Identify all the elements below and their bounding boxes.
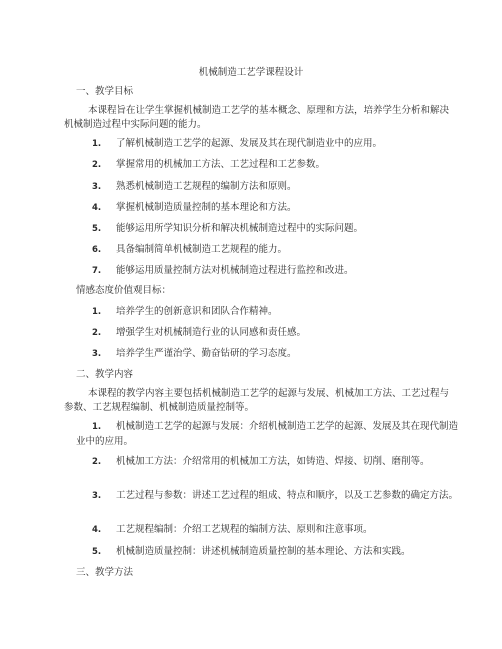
item-number: 1. — [92, 307, 102, 317]
item-number: 5. — [92, 547, 102, 557]
section-heading-content: 二、教学内容 — [76, 369, 134, 380]
content-item — [76, 545, 464, 560]
item-text: 培养学生的创新意识和团队合作精神。 — [116, 306, 278, 317]
item-number: 4. — [92, 203, 102, 213]
item-number: 3. — [92, 182, 102, 192]
attitude-item — [92, 326, 452, 341]
item-number: 2. — [92, 328, 102, 338]
item-text: 能够运用所学知识分析和解决机械制造过程中的实际问题。 — [116, 223, 364, 234]
item-text: 掌握常用的机械加工方法、工艺过程和工艺参数。 — [116, 159, 326, 170]
objective-item — [92, 180, 452, 195]
item-text: 工艺过程与参数：讲述工艺过程的组成、特点和顺序，以及工艺参数的确定方法。 — [116, 490, 459, 501]
item-number: 2. — [92, 457, 102, 467]
item-text: 增强学生对机械制造行业的认同感和责任感。 — [116, 327, 307, 338]
item-text: 熟悉机械制造工艺规程的编制方法和原则。 — [116, 181, 297, 192]
objective-item — [92, 243, 452, 258]
item-number: 6. — [92, 245, 102, 255]
objective-item — [92, 201, 452, 216]
item-text: 机械加工方法：介绍常用的机械加工方法，如铸造、焊接、切削、磨削等。 — [116, 456, 430, 467]
attitude-heading: 情感态度价值观目标： — [76, 285, 172, 296]
content-item — [76, 420, 464, 448]
content-item — [76, 455, 464, 470]
item-number: 7. — [92, 266, 102, 276]
item-text: 了解机械制造工艺学的起源、发展及其在现代制造业中的应用。 — [116, 138, 383, 149]
item-number: 5. — [92, 224, 102, 234]
item-number: 1. — [92, 139, 102, 149]
item-number: 3. — [92, 491, 102, 501]
item-text: 工艺规程编制：介绍工艺规程的编制方法、原则和注意事项。 — [116, 524, 373, 535]
section-heading-objectives: 一、教学目标 — [76, 86, 134, 97]
item-text: 机械制造工艺学的起源与发展：介绍机械制造工艺学的起源、发展及其在现代制造业中的应用。 — [76, 421, 459, 447]
item-text: 机械制造质量控制：讲述机械制造质量控制的基本理论、方法和实践。 — [116, 546, 411, 557]
objective-item — [92, 158, 452, 173]
item-number: 3. — [92, 349, 102, 359]
attitude-item — [92, 305, 452, 320]
content-intro-paragraph: 本课程的教学内容主要包括机械制造工艺学的起源与发展、机械加工方法、工艺过程与参数、工艺规程编制、机械制造质量控制等。 — [64, 388, 450, 413]
objectives-intro-paragraph: 本课程旨在让学生掌握机械制造工艺学的基本概念、原理和方法，培养学生分析和解决机械制造过程中实际问题的能力。 — [64, 105, 450, 130]
objective-item — [92, 264, 452, 279]
item-text: 具备编制简单机械制造工艺规程的能力。 — [116, 244, 288, 255]
content-item — [76, 523, 464, 538]
document-title: 机械制造工艺学课程设计 — [198, 67, 304, 78]
item-number: 1. — [92, 422, 102, 432]
content-item — [76, 489, 464, 504]
objective-item — [92, 137, 452, 152]
section-heading-methods: 三、教学方法 — [76, 567, 134, 578]
item-text: 能够运用质量控制方法对机械制造过程进行监控和改进。 — [116, 265, 354, 276]
item-text: 培养学生严谨治学、勤奋钻研的学习态度。 — [116, 348, 297, 359]
item-text: 掌握机械制造质量控制的基本理论和方法。 — [116, 202, 297, 213]
item-number: 4. — [92, 525, 102, 535]
objective-item — [92, 222, 452, 237]
item-number: 2. — [92, 160, 102, 170]
attitude-item — [92, 347, 452, 362]
